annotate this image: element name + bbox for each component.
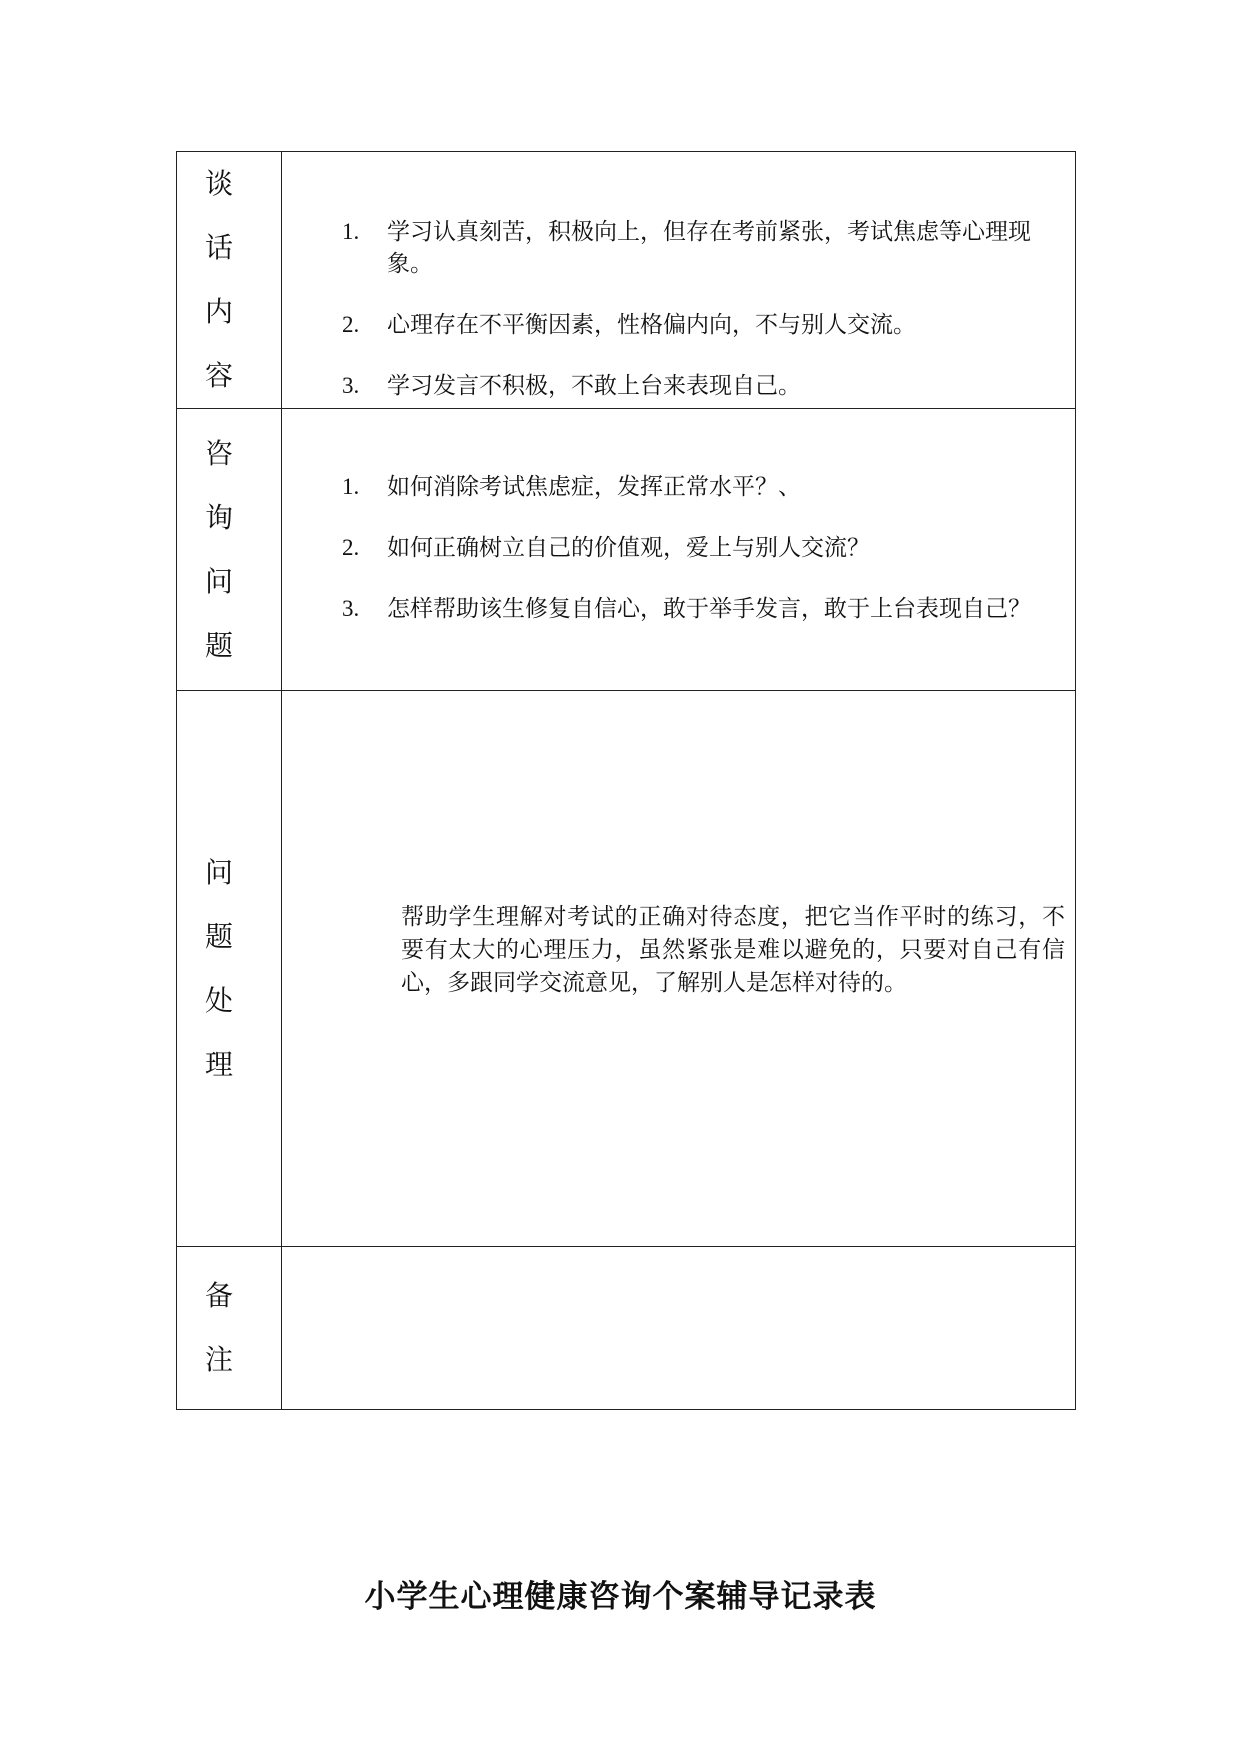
list-text: 学习发言不积极，不敢上台来表现自己。 [387, 373, 801, 399]
document-title: 小学生心理健康咨询个案辅导记录表 [364, 1579, 877, 1615]
problem-handling-cell [282, 691, 1076, 1247]
row-label-remarks: 备注 [205, 1279, 236, 1376]
row-remarks [177, 1247, 1076, 1410]
list-text: 心理存在不平衡因素，性格偏内向，不与别人交流。 [387, 312, 916, 338]
list-item [282, 216, 1075, 280]
row-label-talk-content: 谈话内容 [205, 167, 236, 392]
list-text: 怎样帮助该生修复自信心，敢于举手发言，敢于上台表现自己？ [387, 596, 1031, 622]
label-cell [177, 691, 282, 1247]
list-item [282, 471, 1075, 503]
list-number: 1. [342, 219, 360, 244]
consult-questions-list [282, 471, 1075, 654]
talk-content-cell [282, 152, 1076, 409]
row-problem-handling [177, 691, 1076, 1247]
list-text: 如何消除考试焦虑症，发挥正常水平？、 [387, 474, 801, 500]
label-cell [177, 1247, 282, 1410]
list-number: 3. [342, 596, 360, 621]
list-item [282, 532, 1075, 564]
list-item [282, 593, 1075, 625]
list-item [282, 309, 1075, 341]
list-number: 2. [342, 312, 360, 337]
row-label-problem-handling: 问题处理 [205, 855, 236, 1081]
list-text: 如何正确树立自己的价值观，爱上与别人交流？ [387, 535, 870, 561]
list-item [282, 370, 1075, 402]
row-label-consult-questions: 咨询问题 [205, 436, 236, 662]
list-text: 学习认真刻苦，积极向上，但存在考前紧张，考试焦虑等心理现象。 [387, 219, 1031, 277]
list-number: 3. [342, 373, 360, 398]
consult-questions-cell [282, 409, 1076, 691]
label-cell [177, 409, 282, 691]
list-number: 1. [342, 474, 360, 499]
label-cell [177, 152, 282, 409]
problem-handling-text: 帮助学生理解对考试的正确对待态度，把它当作平时的练习，不要有太大的心理压力，虽然紧张是难以避免的，只要对自己有信心，多跟同学交流意见，了解别人是怎样对待的。 [401, 904, 1065, 996]
remarks-cell [282, 1247, 1076, 1410]
row-talk-content [177, 152, 1076, 409]
row-consult-questions [177, 409, 1076, 691]
list-number: 2. [342, 535, 360, 560]
counseling-record-table [176, 151, 1076, 1410]
talk-content-list [282, 216, 1075, 402]
